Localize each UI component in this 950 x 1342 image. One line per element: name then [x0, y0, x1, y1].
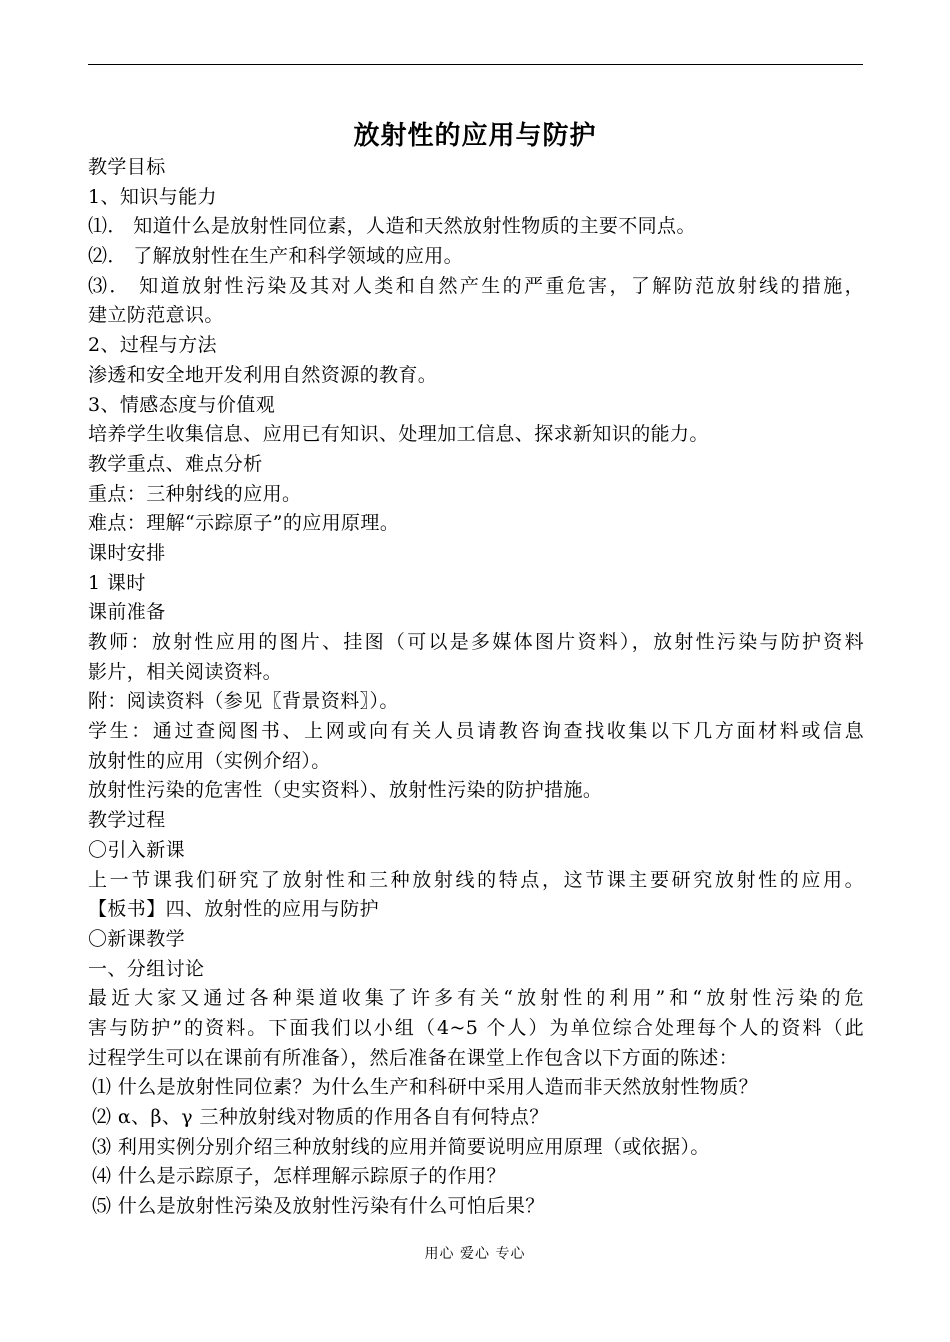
header-rule	[88, 64, 863, 65]
text-line: 附：阅读资料（参见〖背景资料〗）。	[88, 690, 399, 713]
text-line: 难点：理解“示踪原子”的应用原理。	[88, 512, 400, 535]
text-line: 培养学生收集信息、应用已有知识、处理加工信息、探求新知识的能力。	[88, 423, 709, 446]
page-title: 放射性的应用与防护	[353, 121, 597, 151]
text-line: 渗透和安全地开发利用自然资源的教育。	[88, 363, 438, 386]
list-item: ⑸ 什么是放射性污染及放射性污染有什么可怕后果？	[92, 1195, 545, 1218]
list-item: ⑴ 什么是放射性同位素？为什么生产和科研中采用人造而非天然放射性物质？	[92, 1076, 759, 1099]
text-line: 【板书】四、放射性的应用与防护	[88, 898, 380, 921]
text-line: ⑵． 了解放射性在生产和科学领域的应用。	[88, 245, 464, 268]
text-line: 放射性污染的危害性（史实资料）、放射性污染的防护措施。	[88, 779, 603, 802]
text-line: 教师：放射性应用的图片、挂图（可以是多媒体图片资料），放射性污染与防护资料	[88, 631, 864, 653]
text-line: 〇新课教学	[88, 927, 186, 950]
text-line: ⑴． 知道什么是放射性同位素，人造和天然放射性物质的主要不同点。	[88, 215, 696, 238]
page-footer: 用心 爱心 专心	[424, 1246, 526, 1262]
text-line: 教学重点、难点分析	[88, 452, 263, 475]
text-line: 课时安排	[88, 541, 166, 564]
text-line: 2、过程与方法	[88, 334, 217, 357]
list-item: ⑵ α、β、γ 三种放射线对物质的作用各自有何特点？	[92, 1106, 549, 1128]
text-line: 一、分组讨论	[88, 957, 205, 980]
text-line: 教学过程	[88, 809, 166, 832]
text-line: 课前准备	[88, 601, 166, 624]
list-item: ⑷ 什么是示踪原子，怎样理解示踪原子的作用？	[92, 1165, 506, 1188]
text-line: 〇引入新课	[88, 838, 186, 861]
list-item: ⑶ 利用实例分别介绍三种放射线的应用并简要说明应用原理（或依据）。	[92, 1135, 710, 1158]
text-line: 建立防范意识。	[88, 304, 224, 327]
text-line: 最近大家又通过各种渠道收集了许多有关“放射性的利用”和“放射性污染的危	[88, 987, 864, 1010]
text-line: 害与防护”的资料。下面我们以小组（4~5 个人）为单位综合处理每个人的资料（此	[88, 1016, 864, 1039]
text-line: 过程学生可以在课前有所准备），然后准备在课堂上作包含以下方面的陈述：	[88, 1046, 739, 1069]
text-line: 1 课时	[88, 571, 146, 594]
text-line: 重点：三种射线的应用。	[88, 482, 302, 505]
text-line: 影片，相关阅读资料。	[88, 660, 283, 683]
text-line: 3、情感态度与价值观	[88, 393, 276, 416]
text-line: 教学目标	[88, 156, 166, 178]
text-line: 上一节课我们研究了放射性和三种放射线的特点，这节课主要研究放射性的应用。	[88, 868, 864, 891]
text-line: ⑶． 知道放射性污染及其对人类和自然产生的严重危害，了解防范放射线的措施，	[88, 274, 864, 297]
document-body	[88, 153, 864, 1222]
text-line: 1、知识与能力	[88, 185, 217, 208]
text-line: 放射性的应用（实例介绍）。	[88, 749, 331, 772]
text-line: 学生：通过查阅图书、上网或向有关人员请教咨询查找收集以下几方面材料或信息	[88, 720, 864, 743]
